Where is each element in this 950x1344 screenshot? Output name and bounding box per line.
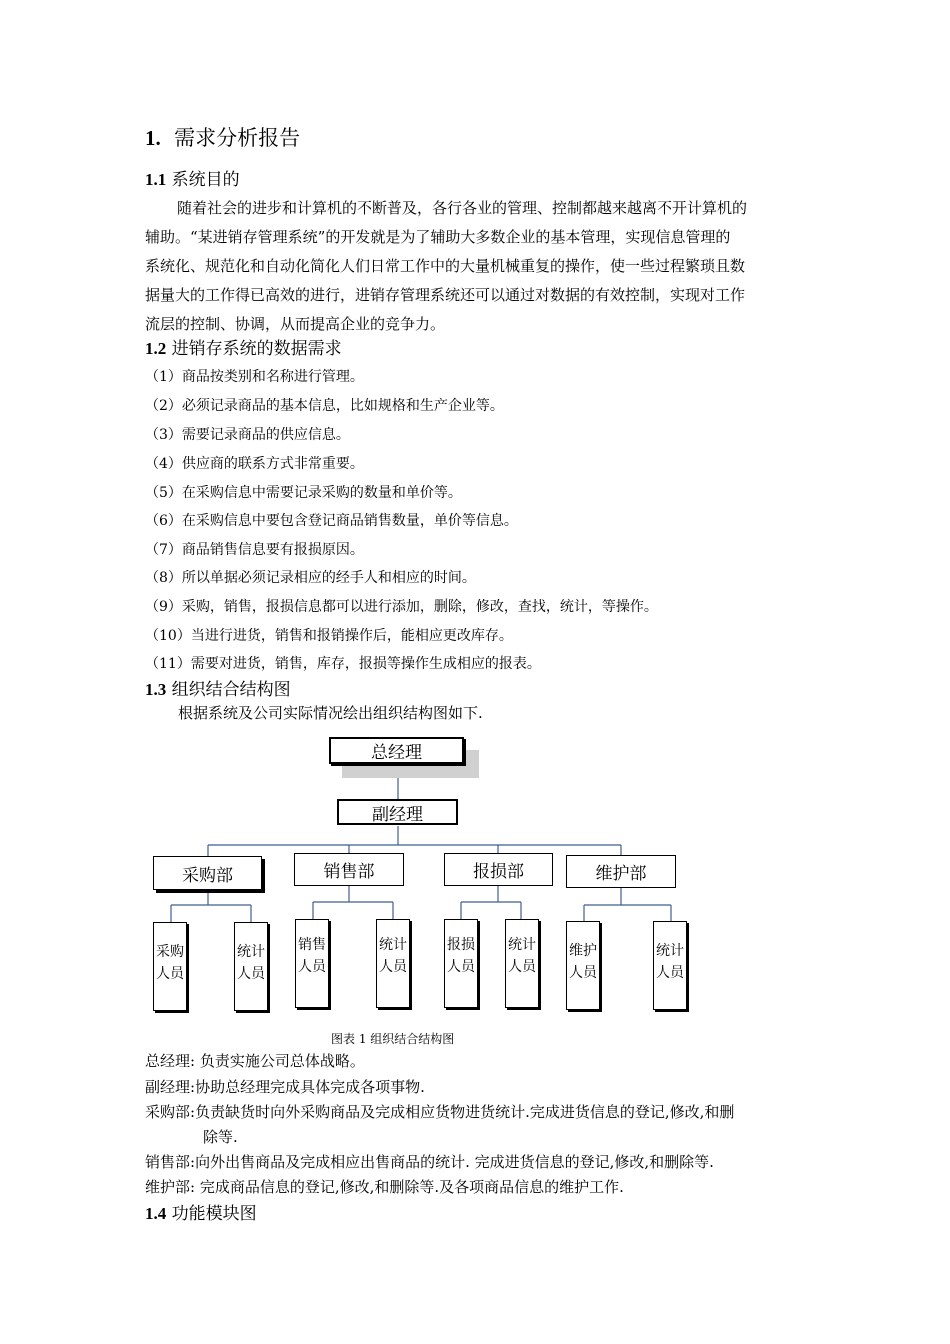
org-chart-intro: 根据系统及公司实际情况绘出组织结构图如下. — [178, 704, 483, 722]
role-purchase-cont: 除等. — [203, 1128, 238, 1146]
role-maintenance: 维护部: 完成商品信息的登记,修改,和删除等.及各项商品信息的维护工作. — [145, 1178, 624, 1196]
role-dgm: 副经理:协助总经理完成具体完成各项事物. — [145, 1078, 425, 1096]
section-1-heading: 1. 需求分析报告 — [145, 126, 301, 150]
staff-box-sales-stats: 统计 人员 — [376, 919, 410, 1008]
staff-box-loss: 报损 人员 — [444, 919, 478, 1008]
dept-box-purchase: 采购部 — [153, 856, 262, 890]
dept-box-maintenance: 维护部 — [566, 855, 676, 888]
figure-caption: 图表 1 组织结合结构图 — [331, 1032, 455, 1046]
staff-box-maintenance-stats: 统计 人员 — [653, 921, 687, 1010]
gm-box: 总经理 — [329, 737, 464, 764]
list-item: （6）在采购信息中要包含登记商品销售数量，单价等信息。 — [145, 513, 518, 529]
staff-box-purchase-stats: 统计 人员 — [234, 922, 268, 1011]
list-item: （8）所以单据必须记录相应的经手人和相应的时间。 — [145, 570, 476, 586]
role-gm: 总经理: 负责实施公司总体战略。 — [145, 1052, 365, 1070]
list-item: （7）商品销售信息要有报损原因。 — [145, 542, 364, 558]
staff-box-loss-stats: 统计 人员 — [505, 919, 539, 1008]
dept-box-loss: 报损部 — [444, 853, 553, 886]
staff-box-sales: 销售 人员 — [295, 919, 329, 1008]
section-1-2-heading: 1.2 进销存系统的数据需求 — [145, 339, 342, 359]
staff-box-maintenance: 维护 人员 — [566, 921, 600, 1010]
list-item: （3）需要记录商品的供应信息。 — [145, 427, 350, 443]
section-1-1-heading: 1.1 系统目的 — [145, 170, 240, 190]
section-1-4-heading: 1.4 功能模块图 — [145, 1204, 257, 1224]
list-item: （11）需要对进货，销售，库存，报损等操作生成相应的报表。 — [145, 656, 541, 672]
list-item: （4）供应商的联系方式非常重要。 — [145, 456, 364, 472]
list-item: （1）商品按类别和名称进行管理。 — [145, 369, 364, 385]
role-purchase: 采购部:负责缺货时向外采购商品及完成相应货物进货统计.完成进货信息的登记,修改,和删 — [145, 1103, 735, 1121]
list-item: （9）采购，销售，报损信息都可以进行添加，删除，修改，查找，统计，等操作。 — [145, 599, 658, 615]
list-item: （5）在采购信息中需要记录采购的数量和单价等。 — [145, 485, 462, 501]
section-1-1-paragraph: 随着社会的进步和计算机的不断普及，各行各业的管理、控制都越来越离不开计算机的 辅助。“某进销存管理系统”的开发就是为了辅助大多数企业的基本管理，实现信息管理的 系统化、规范化和自动化简化人们日常工作中的大量机械重复的操作，使一些过程繁琐且数 据量大的工作得已高效的进行，进销存管理系统还可以通过对数据的有效控制，实现对工作 流层的控制、协调，从而提高企业的竞争力。 — [145, 199, 748, 333]
dgm-box: 副经理 — [337, 799, 458, 825]
dept-box-sales: 销售部 — [294, 853, 404, 886]
role-sales: 销售部:向外出售商品及完成相应出售商品的统计. 完成进货信息的登记,修改,和删除等. — [145, 1153, 714, 1171]
list-item: （2）必须记录商品的基本信息，比如规格和生产企业等。 — [145, 398, 504, 414]
list-item: （10）当进行进货，销售和报销操作后，能相应更改库存。 — [145, 628, 513, 644]
section-1-3-heading: 1.3 组织结合结构图 — [145, 680, 291, 700]
staff-box-purchase: 采购 人员 — [153, 922, 187, 1011]
